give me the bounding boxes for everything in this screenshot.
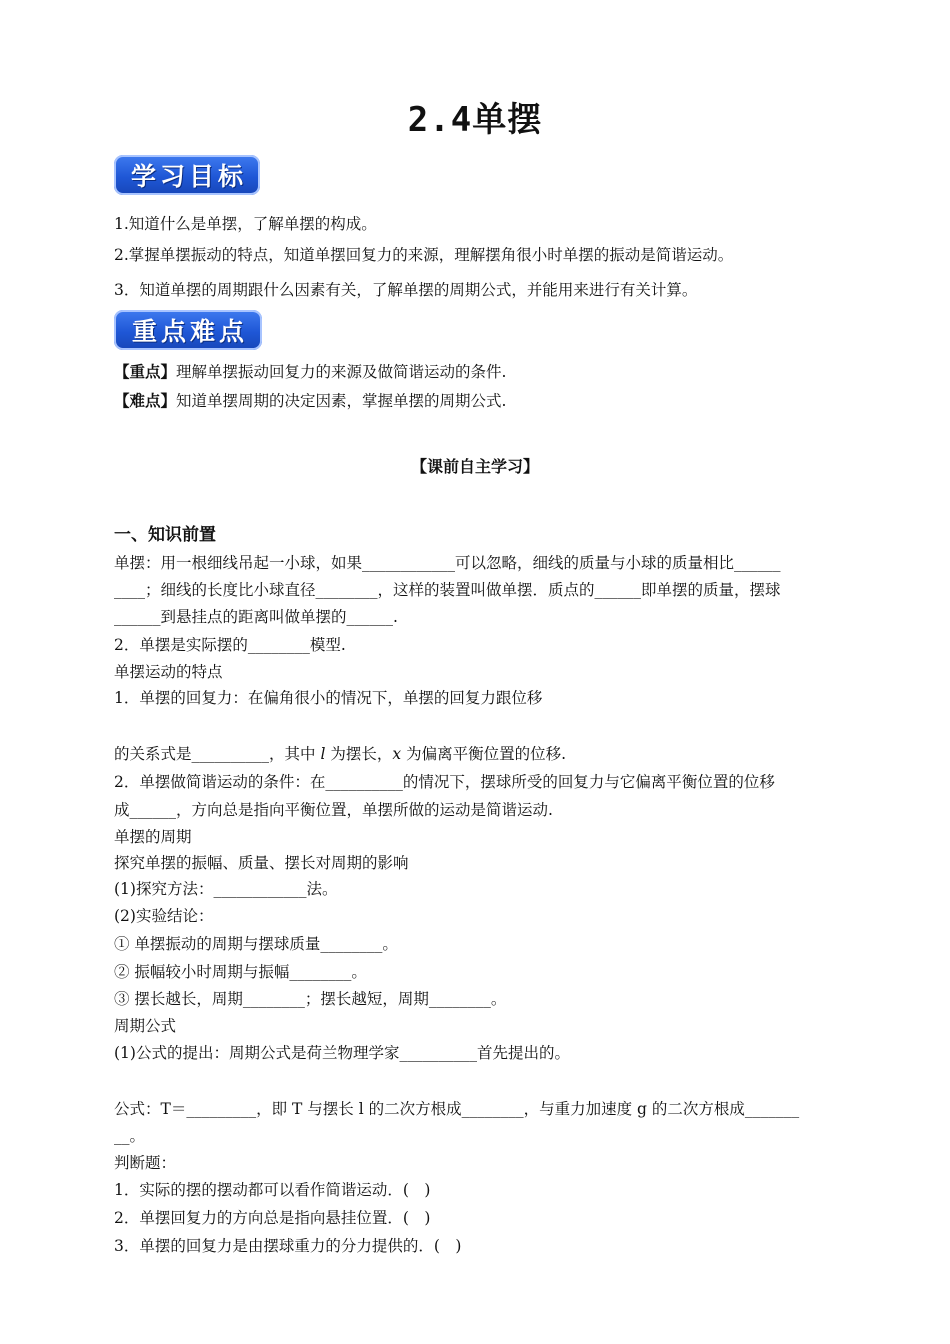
key-point-text: 理解单摆振动回复力的来源及做简谐运动的条件. — [176, 363, 507, 381]
symbol-x: x — [392, 745, 402, 763]
body-line-1: 单摆：用一根细线吊起一小球，如果____________可以忽略，细线的质量与小球的质量相比______ — [114, 554, 781, 572]
section-title: 【课前自主学习】 — [410, 457, 539, 476]
difficult-point-label: 【难点】 — [114, 391, 177, 410]
body-line-7-part-b: 为摆长， — [330, 745, 393, 763]
body-line-3: ______到悬挂点的距离叫做单摆的______. — [114, 608, 398, 626]
page-title: 2.4单摆 — [407, 100, 543, 140]
difficult-point — [114, 391, 506, 411]
body-line-18: (1)公式的提出：周期公式是荷兰物理学家__________首先提出的。 — [114, 1044, 570, 1062]
body-line-7-part-c: 为偏离平衡位置的位移. — [406, 745, 566, 763]
body-line-19: 公式：T＝_________，即 T 与摆长 l 的二次方根成________，与重力加速度 g 的二次方根成_______ — [114, 1100, 800, 1118]
body-line-17: 周期公式 — [114, 1017, 177, 1035]
body-line-2: ____；细线的长度比小球直径________，这样的装置叫做单摆．质点的______即单摆的质量，摆球 — [114, 581, 781, 599]
body-line-7-part-a: 的关系式是__________，其中 — [114, 745, 316, 763]
key-points-banner — [114, 310, 262, 350]
body-line-4: 2．单摆是实际摆的________模型. — [114, 636, 346, 654]
body-line-5: 单摆运动的特点 — [114, 663, 223, 681]
objective-3: 3．知道单摆的周期跟什么因素有关，了解单摆的周期公式，并能用来进行有关计算。 — [114, 281, 698, 299]
body-line-11: 探究单摆的振幅、质量、摆长对周期的影响 — [114, 854, 409, 872]
difficult-point-text: 知道单摆周期的决定因素，掌握单摆的周期公式. — [176, 392, 507, 410]
body-line-15: ② 振幅较小时周期与振幅________。 — [114, 963, 367, 981]
body-line-16: ③ 摆长越长，周期________；摆长越短，周期________。 — [114, 990, 507, 1008]
body-line-6: 1．单摆的回复力：在偏角很小的情况下，单摆的回复力跟位移 — [114, 689, 543, 707]
key-points-banner-label: 重点难点 — [131, 317, 248, 346]
judgment-item-3: 3．单摆的回复力是由摆球重力的分力提供的．( ) — [114, 1237, 462, 1255]
body-line-7 — [114, 744, 566, 764]
body-line-14: ① 单摆振动的周期与摆球质量________。 — [114, 935, 398, 953]
body-line-20: __。 — [114, 1127, 146, 1145]
body-line-9: 成______，方向总是指向平衡位置，单摆所做的运动是简谐运动. — [114, 801, 553, 819]
body-line-13: (2)实验结论： — [114, 907, 214, 925]
objective-2: 2.掌握单摆振动的特点，知道单摆回复力的来源，理解摆角很小时单摆的振动是简谐运动。 — [114, 246, 734, 264]
judgment-item-1: 1．实际的摆的摆动都可以看作简谐运动．( ) — [114, 1181, 431, 1199]
body-line-10: 单摆的周期 — [114, 828, 192, 846]
objective-1: 1.知道什么是单摆，了解单摆的构成。 — [114, 215, 377, 233]
judgment-item-2: 2．单摆回复力的方向总是指向悬挂位置．( ) — [114, 1209, 431, 1227]
symbol-l: l — [320, 745, 326, 763]
key-point-label: 【重点】 — [114, 362, 177, 381]
body-line-12: (1)探究方法：____________法。 — [114, 880, 338, 898]
part1-heading: 一、知识前置 — [114, 525, 216, 545]
key-point — [114, 362, 506, 382]
body-line-8: 2．单摆做简谐运动的条件：在__________的情况下，摆球所受的回复力与它偏离平衡位置的位移 — [114, 773, 775, 791]
objectives-banner-label: 学习目标 — [130, 162, 247, 191]
objectives-banner — [114, 155, 260, 195]
judgment-heading: 判断题： — [114, 1154, 177, 1172]
